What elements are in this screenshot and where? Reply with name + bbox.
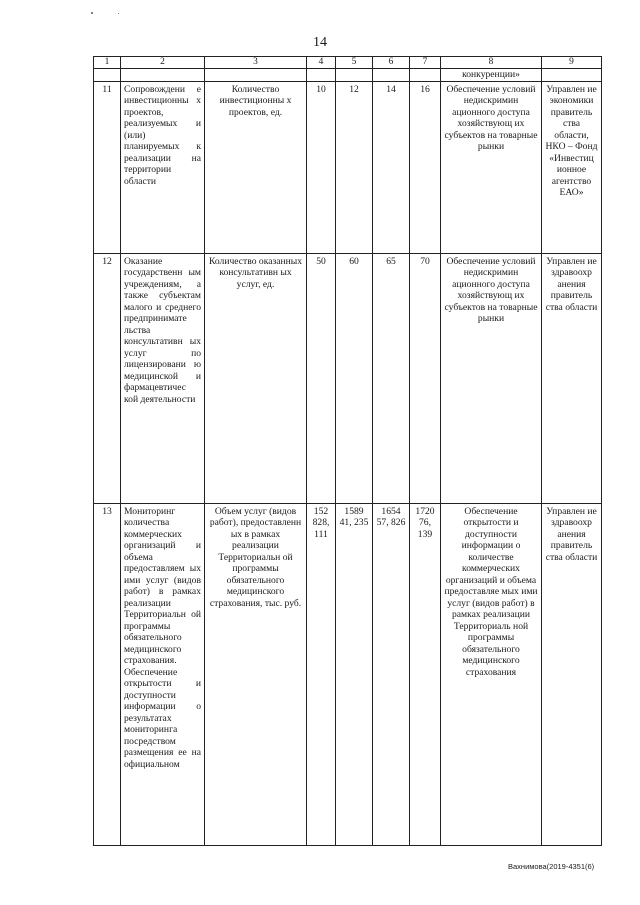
table-row (94, 253, 602, 503)
value-cell: 1589 41, 235 (336, 503, 373, 845)
cell (373, 69, 410, 82)
value-cell: 16 (410, 81, 441, 253)
value-cell: 12 (336, 81, 373, 253)
value-cell: 50 (307, 253, 336, 503)
continuation-row (94, 69, 602, 82)
cell (307, 69, 336, 82)
value-cell: 10 (307, 81, 336, 253)
header-row (94, 57, 602, 69)
cell (542, 69, 602, 82)
activity-cell: Сопровождени е инвестиционны х проектов, реализуемых и (или) планируемых к реализации на территории области (121, 81, 205, 253)
value-cell: 1654 57, 826 (373, 503, 410, 845)
header-cell: 2 (121, 57, 205, 69)
outcome-cell: Обеспечение условий недискримин ационного доступа хозяйствующ их субъектов на товарные рынки (441, 253, 542, 503)
value-cell: 65 (373, 253, 410, 503)
indicator-cell: Объем услуг (видов работ), предоставленн ых в рамках реализации Территориальн ой программы обязательного медицинского страхования, тыс. руб. (205, 503, 307, 845)
value-cell: 152 828, 111 (307, 503, 336, 845)
header-cell: 8 (441, 57, 542, 69)
table-row (94, 503, 602, 845)
activity-cell: Мониторинг количества коммерческих организаций и объема предоставляем ых ими услуг (видов работ) в рамках реализации Территориальн ой программы обязательного медицинского страхования. Обеспечение открытости и доступности информации о результатах мониторинга посредством размещения ее на официальном (121, 503, 205, 845)
header-cell: 3 (205, 57, 307, 69)
outcome-cell: Обеспечение открытости и доступности информации о количестве коммерческих организаций и объема предоставляе мых ими услуг (видов работ) в рамках реализации Территориаль ной программы обязательного медицинского страхования (441, 503, 542, 845)
value-cell: 70 (410, 253, 441, 503)
row-number: 11 (94, 81, 121, 253)
indicator-cell: Количество оказанных консультативн ых услуг, ед. (205, 253, 307, 503)
header-cell: 9 (542, 57, 602, 69)
header-cell: 6 (373, 57, 410, 69)
indicator-cell: Количество инвестиционны х проектов, ед. (205, 81, 307, 253)
header-cell: 5 (336, 57, 373, 69)
data-table (93, 56, 602, 846)
table-row (94, 81, 602, 253)
header-cell: 4 (307, 57, 336, 69)
continuation-text: конкуренции» (441, 69, 542, 82)
value-cell: 60 (336, 253, 373, 503)
cell (410, 69, 441, 82)
scan-speck (91, 12, 93, 14)
responsible-cell: Управлен ие здравоохр анения правитель ства области (542, 253, 602, 503)
row-number: 13 (94, 503, 121, 845)
outcome-cell: Обеспечение условий недискримин ационного доступа хозяйствующ их субъектов на товарные рынки (441, 81, 542, 253)
responsible-cell: Управлен ие экономики правитель ства области, НКО – Фонд «Инвестиц ионное агентство ЕАО» (542, 81, 602, 253)
value-cell: 14 (373, 81, 410, 253)
row-number: 12 (94, 253, 121, 503)
document-footer: Вахнимова(2019-4351(6) (508, 862, 595, 871)
activity-cell: Оказание государственн ым учреждениям, а также субъектам малого и среднего предпринимате льства консультативн ых услуг по лицензировани ю медицинской и фармацевтичес кой деятельности (121, 253, 205, 503)
cell (336, 69, 373, 82)
scan-speck (118, 13, 119, 14)
header-cell: 1 (94, 57, 121, 69)
responsible-cell: Управлен ие здравоохр анения правитель ства области (542, 503, 602, 845)
cell (94, 69, 121, 82)
cell (121, 69, 205, 82)
value-cell: 1720 76, 139 (410, 503, 441, 845)
page-number: 14 (313, 35, 327, 50)
header-cell: 7 (410, 57, 441, 69)
cell (205, 69, 307, 82)
